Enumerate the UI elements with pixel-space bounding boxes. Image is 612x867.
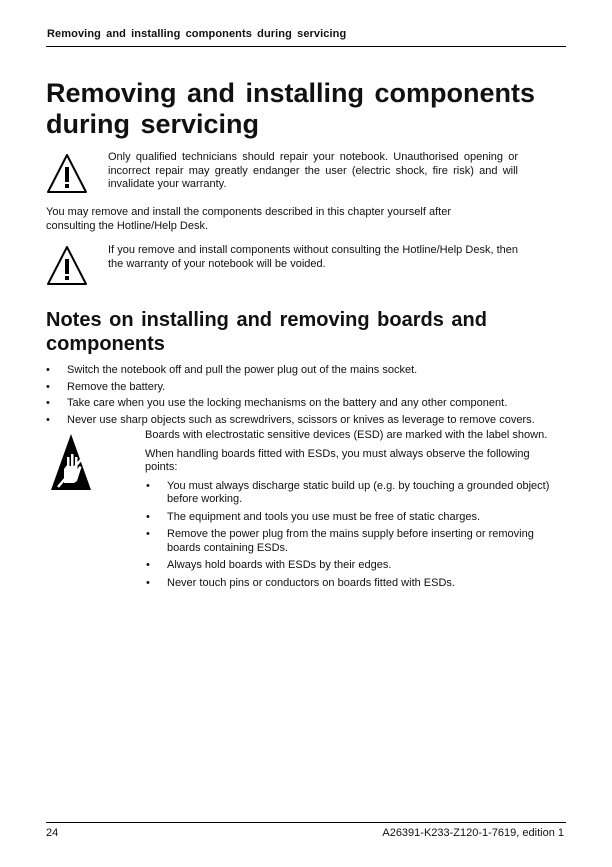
section-heading: Notes on installing and removing boards and components (46, 309, 487, 355)
esd-points-list (145, 480, 563, 591)
list-item: • The equipment and tools you use must be free of static charges. (145, 511, 563, 525)
document-id: A26391-K233-Z120-1-7619, edition 1 (382, 827, 564, 839)
list-item: • You must always discharge static build up (e.g. by touching a grounded object) before working. (145, 480, 563, 507)
footer-rule (46, 822, 566, 823)
warning-note-qualified-technicians: Only qualified technicians should repair your notebook. Unauthorised opening or incorrect repair may greatly endanger the user (electric shock, fire risk) and will invalidate your warranty. (108, 151, 518, 190)
esd-handling-text: When handling boards fitted with ESDs, you must always observe the following points: (145, 447, 530, 473)
warning-triangle-icon (46, 245, 88, 287)
list-item: • Always hold boards with ESDs by their edges. (145, 559, 563, 573)
header-rule (46, 46, 566, 47)
running-header: Removing and installing components during servicing (47, 28, 347, 40)
page-title: Removing and installing components during servicing (46, 78, 536, 139)
esd-hand-icon (50, 433, 92, 491)
notes-list (46, 364, 576, 430)
list-item: • Take care when you use the locking mechanisms on the battery and any other component. (46, 397, 576, 411)
warning-note-warranty: If you remove and install components without consulting the Hotline/Help Desk, then the warranty of your notebook will be voided. (108, 244, 518, 270)
list-item: • Switch the notebook off and pull the power plug out of the mains socket. (46, 364, 576, 378)
warning-triangle-icon (46, 153, 88, 195)
esd-label-text: Boards with electrostatic sensitive devices (ESD) are marked with the label shown. (145, 429, 548, 441)
list-item: • Remove the battery. (46, 381, 576, 395)
list-item: • Never touch pins or conductors on boards fitted with ESDs. (145, 577, 563, 591)
esd-instructions (145, 429, 563, 594)
page-number: 24 (46, 827, 59, 839)
intro-paragraph: You may remove and install the components described in this chapter yourself after consulting the Hotline/Help Desk. (46, 206, 451, 232)
list-item: • Never use sharp objects such as screwdrivers, scissors or knives as leverage to remove covers. (46, 414, 576, 428)
list-item: • Remove the power plug from the mains supply before inserting or removing boards containing ESDs. (145, 528, 563, 555)
